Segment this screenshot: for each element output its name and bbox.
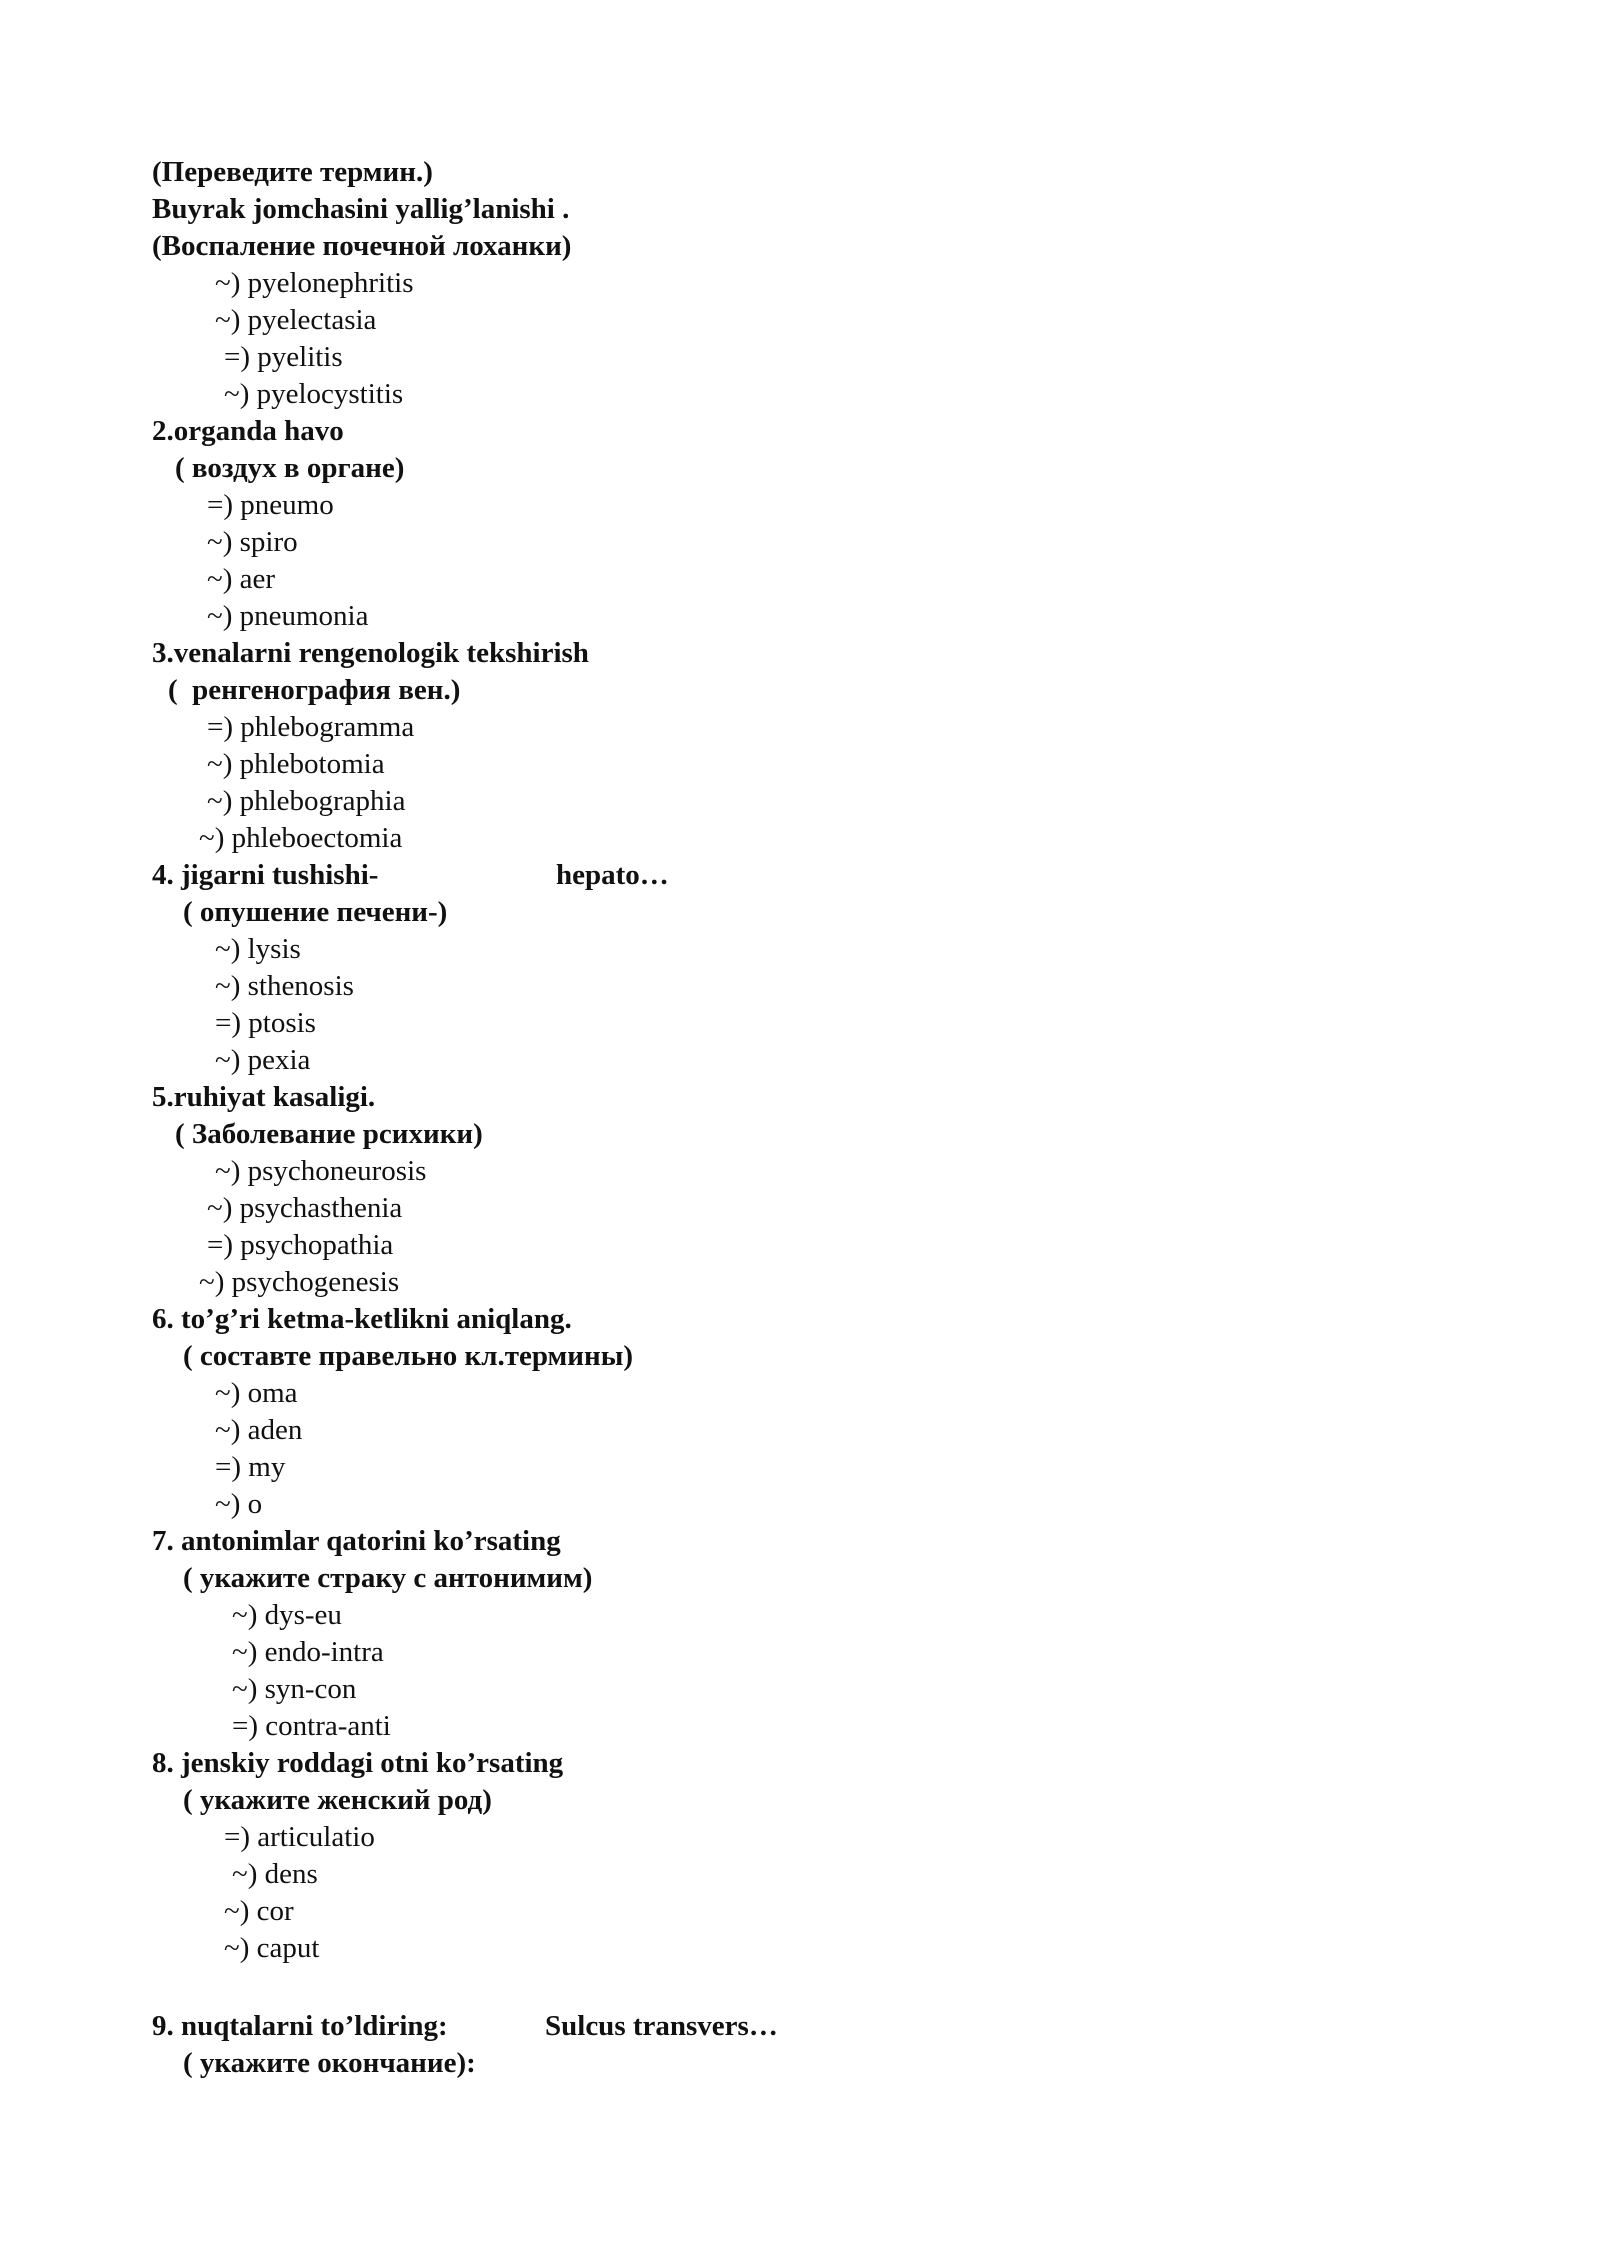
question-3-option: =) phlebogramma — [207, 711, 415, 743]
question-8-option: ~) dens — [232, 1858, 318, 1890]
question-2-option: =) pneumo — [207, 489, 334, 521]
question-7-subtitle: ( укажите страку с антонимим) — [183, 1562, 593, 1594]
question-3-option: ~) phlebographia — [207, 785, 406, 817]
question-5-option: ~) psychogenesis — [199, 1266, 400, 1298]
question-5-option: ~) psychasthenia — [207, 1192, 403, 1224]
question-8-option: ~) cor — [224, 1895, 294, 1927]
question-2-subtitle: ( воздух в органе) — [175, 452, 405, 484]
question-1-option: ~) pyelonephritis — [215, 267, 414, 299]
question-4-option: ~) pexia — [215, 1044, 311, 1076]
question-5-option: ~) psychoneurosis — [215, 1155, 427, 1187]
question-7-option: ~) syn-con — [232, 1673, 357, 1705]
question-6-option: ~) o — [215, 1488, 263, 1520]
question-8-subtitle: ( укажите женский род) — [183, 1784, 492, 1816]
question-4-option: ~) sthenosis — [215, 970, 354, 1002]
question-8-title: 8. jenskiy roddagi otni ko’rsating — [152, 1747, 564, 1779]
question-9-subtitle: ( укажите окончание): — [183, 2047, 476, 2079]
question-7-option: ~) endo-intra — [232, 1636, 384, 1668]
question-3-option: ~) phleboectomia — [199, 822, 403, 854]
question-3-option: ~) phlebotomia — [207, 748, 385, 780]
question-6-option: =) my — [215, 1451, 286, 1483]
question-7-option: ~) dys-eu — [232, 1599, 342, 1631]
question-6-subtitle: ( составте правельно кл.термины) — [183, 1340, 633, 1372]
question-1-option: ~) pyelocystitis — [224, 378, 404, 410]
question-5-option: =) psychopathia — [207, 1229, 394, 1261]
question-4-title: 4. jigarni tushishi- — [152, 859, 379, 891]
question-4-option: =) ptosis — [215, 1007, 316, 1039]
question-1-option: ~) pyelectasia — [215, 304, 377, 336]
question-4-hint: hepato… — [556, 859, 669, 891]
question-4-subtitle: ( опушение печени-) — [183, 896, 448, 928]
question-5-title: 5.ruhiyat kasaligi. — [152, 1081, 376, 1113]
instruction-line: (Переведите термин.) — [152, 156, 433, 188]
question-2-option: ~) pneumonia — [207, 600, 369, 632]
question-7-option: =) contra-anti — [232, 1710, 391, 1742]
question-8-option: =) articulatio — [224, 1821, 375, 1853]
question-3-title: 3.venalarni rengenologik tekshirish — [152, 637, 589, 669]
question-5-subtitle: ( Заболевание рсихики) — [175, 1118, 483, 1150]
question-1-title: Buyrak jomchasini yallig’lanishi . — [152, 193, 570, 225]
question-7-title: 7. antonimlar qatorini ko’rsating — [152, 1525, 561, 1557]
question-8-option: ~) caput — [224, 1932, 320, 1964]
question-6-option: ~) aden — [215, 1414, 303, 1446]
question-2-option: ~) spiro — [207, 526, 298, 558]
question-9-title: 9. nuqtalarni to’ldiring: — [152, 2010, 448, 2042]
question-2-title: 2.organda havo — [152, 415, 344, 447]
question-4-option: ~) lysis — [215, 933, 301, 965]
question-9-hint: Sulcus transvers… — [545, 2010, 778, 2042]
question-6-option: ~) oma — [215, 1377, 298, 1409]
question-1-subtitle: (Воспаление почечной лоханки) — [152, 230, 572, 262]
question-3-subtitle: ( ренгенография вен.) — [168, 674, 461, 706]
question-6-title: 6. to’g’ri ketma-ketlikni aniqlang. — [152, 1303, 572, 1335]
question-2-option: ~) aer — [207, 563, 275, 595]
question-1-option: =) pyelitis — [224, 341, 343, 373]
